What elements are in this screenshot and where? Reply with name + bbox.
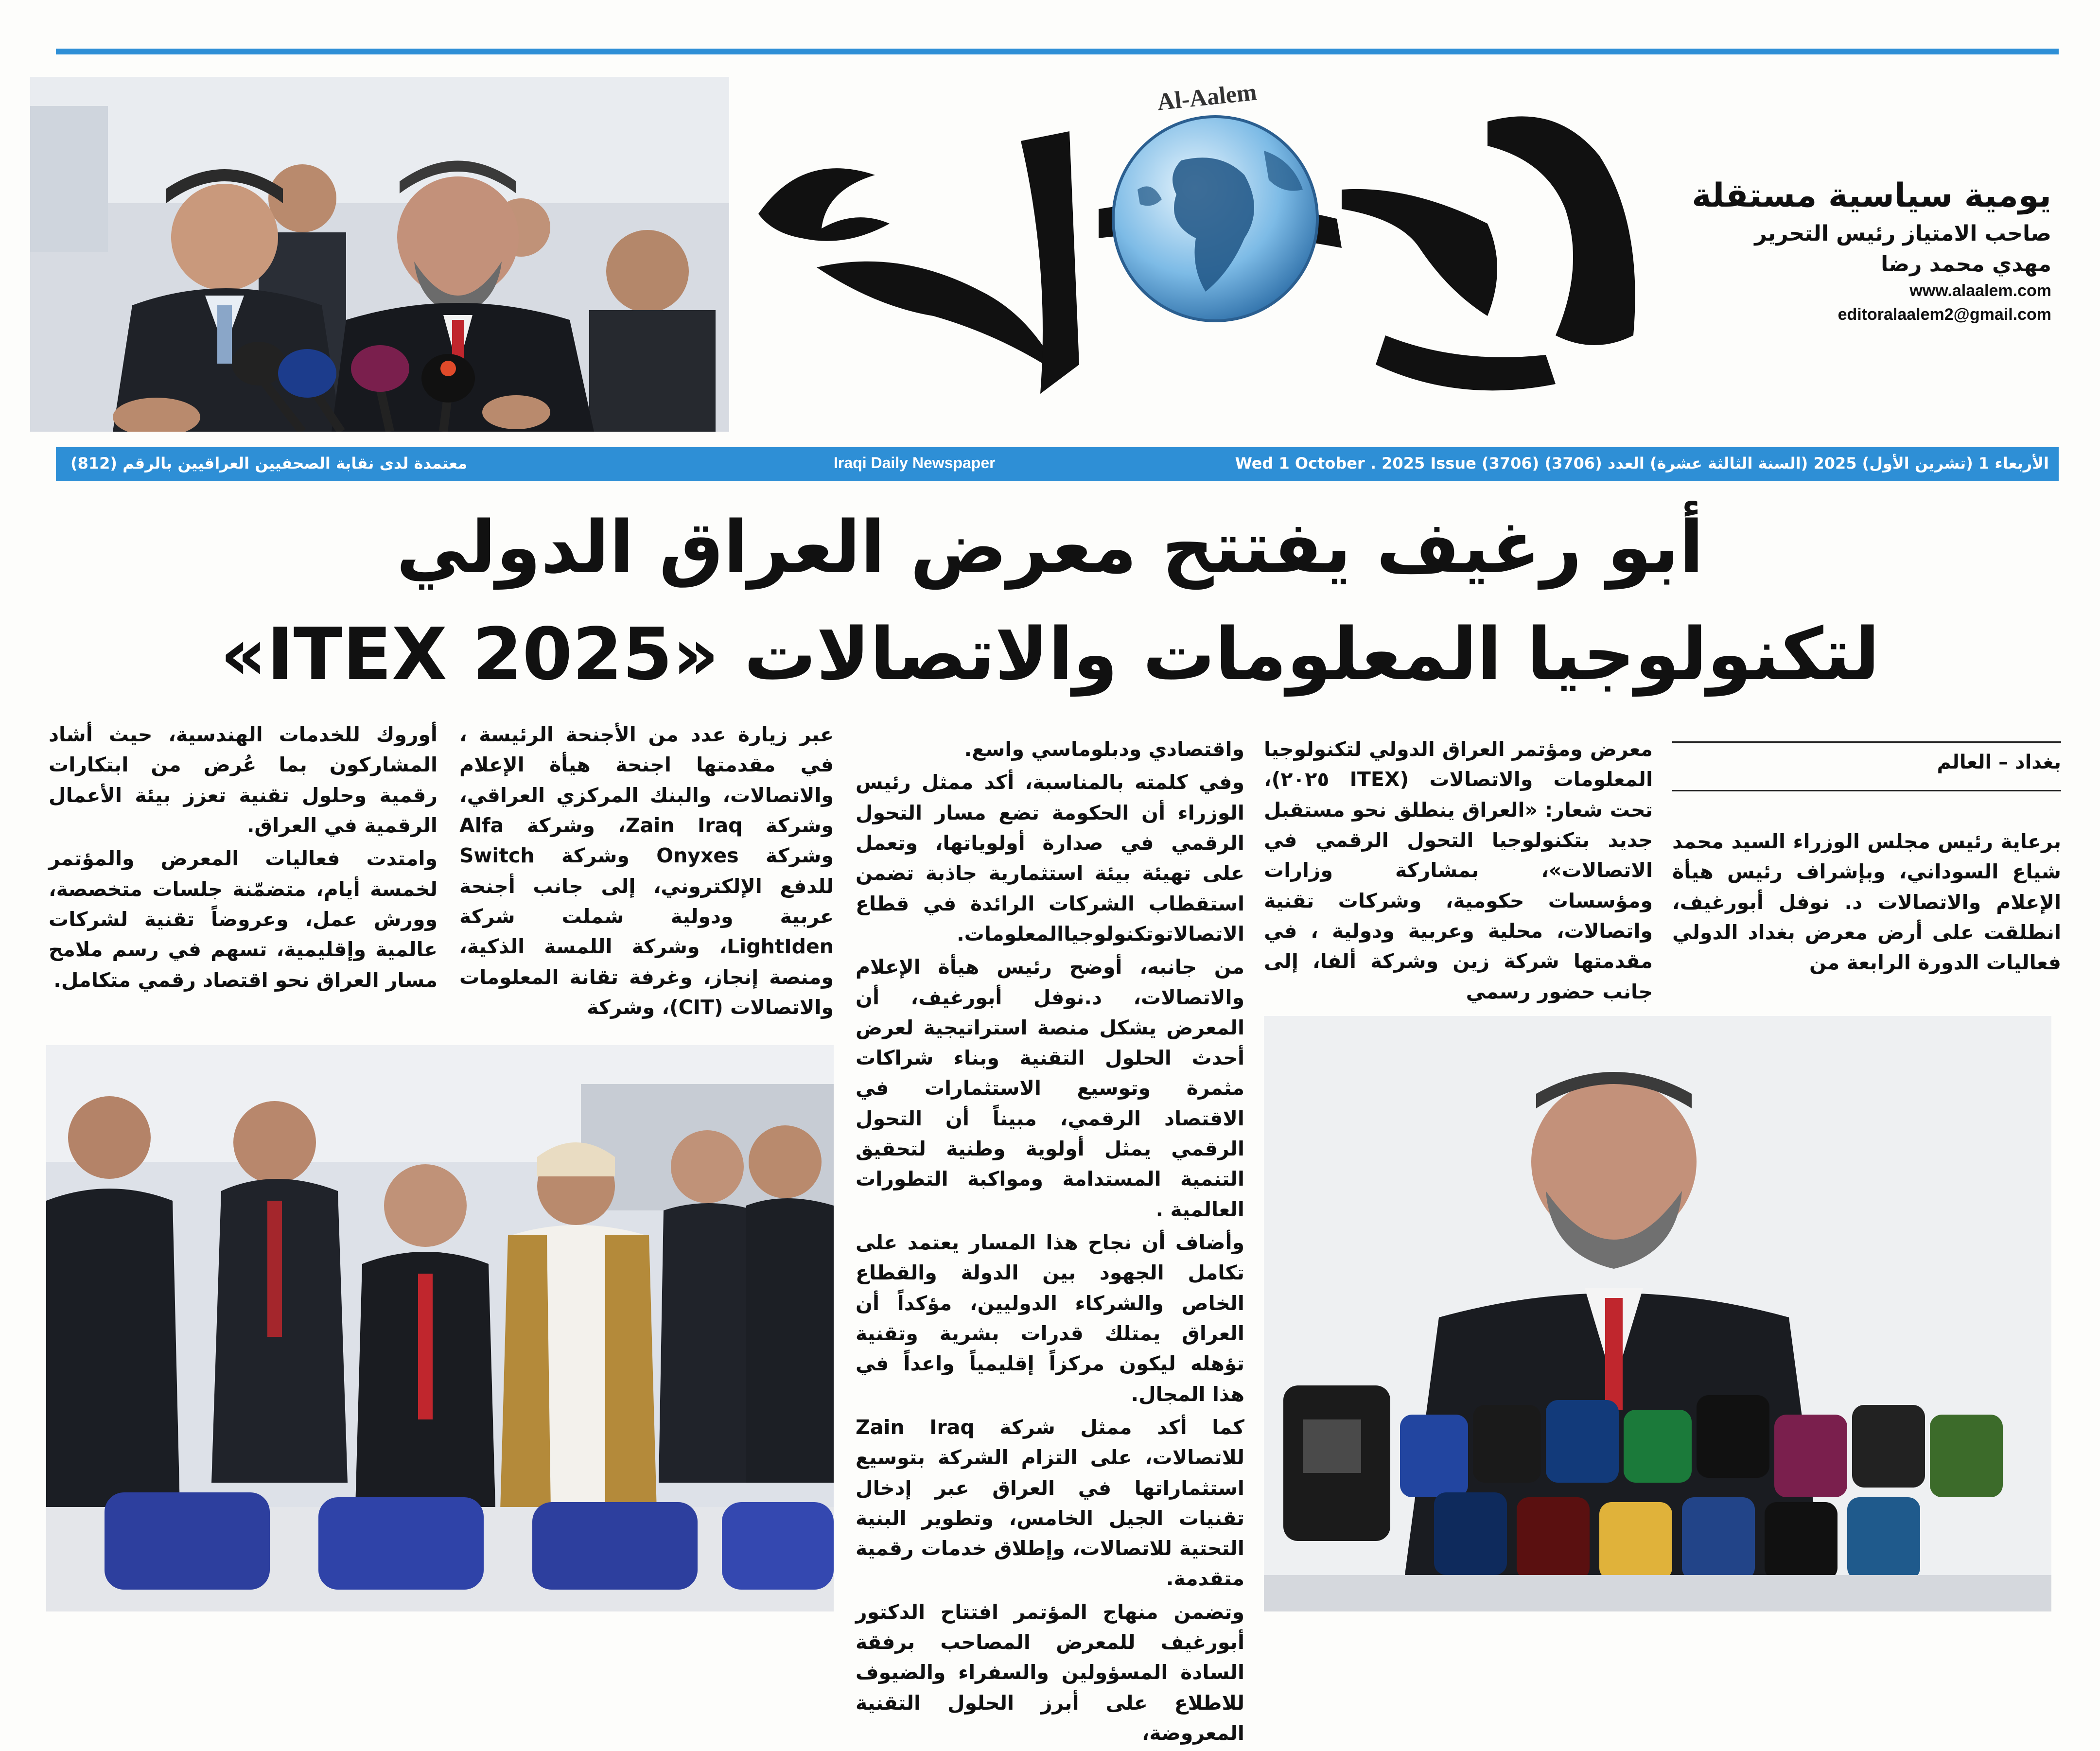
tagline: يومية سياسية مستقلة — [1692, 176, 2051, 215]
issue-date: الأربعاء 1 (تشرين الأول) 2025 (السنة الثالثة عشرة) العدد (3706) Wed 1 October . 2025 Issue (3706) — [1235, 454, 2049, 473]
article-paragraph: أوروك للخدمات الهندسية، حيث أشاد المشاركون بما عُرض من ابتكارات رقمية وحلول تقنية تعزز بيئة الأعمال الرقمية في العراق. — [49, 723, 438, 837]
article-paragraph: واقتصادي ودبلوماسي واسع. — [964, 737, 1244, 761]
article-paragraph: كما أكد ممثل شركة Zain Iraq للاتصالات، على التزام الشركة بتوسيع استثماراتها في العراق عبر إدخال تقنيات الجيل الخامس، وتطوير البنية التحتية للاتصالات، وإطلاق خدمات رقمية متقدمة. — [856, 1415, 1245, 1591]
article-column-2 — [1264, 734, 1653, 1010]
issue-info-strip — [56, 447, 2059, 481]
photo-exhibition-opening — [46, 1045, 834, 1611]
article-paragraph: وامتدت فعاليات المعرض والمؤتمر لخمسة أيام، متضمّنة جلسات متخصصة، وورش عمل، وعروضاً تقنية لشركات عالمية وإقليمية، تسهم في رسم ملامح مسار العراق نحو اقتصاد رقمي متكامل. — [49, 847, 438, 992]
press-conference-illustration — [1264, 1016, 2051, 1611]
press-certification: معتمدة لدى نقابة الصحفيين العراقيين بالرقم (812) — [70, 454, 468, 473]
exhibition-opening-illustration — [46, 1045, 834, 1611]
photo-press-conference — [1264, 1016, 2051, 1611]
website-link[interactable]: www.alaalem.com — [1909, 281, 2051, 300]
article-paragraph: برعاية رئيس مجلس الوزراء السيد محمد شياع السوداني، وبإشراف رئيس هيأة الإعلام والاتصالات د. نوفل أبورغيف، انطلقت على أرض معرض بغداد الدولي فعاليات الدورة الرابعة من — [1672, 830, 2061, 975]
photo-press-interview — [30, 77, 729, 432]
article-paragraph: وتضمن منهاج المؤتمر افتتاح الدكتور أبورغيف للمعرض المصاحب برفقة السادة المسؤولين والسفراء والضيوف للاطلاع على أبرز الحلول التقنية المعروضة، — [856, 1600, 1244, 1745]
headline-line-1: أبو رغيف يفتتح معرض العراق الدولي — [396, 506, 1704, 589]
owner-name: مهدي محمد رضا — [1881, 252, 2051, 277]
masthead-info — [1662, 175, 2051, 325]
article-paragraph: وأضاف أن نجاح هذا المسار يعتمد على تكامل الجهود بين الدولة والقطاع الخاص والشركاء الدوليين، مؤكداً أن العراق يمتلك قدرات بشرية وتقنية تؤهله ليكون مركزاً إقليمياً واعداً في هذا المجال. — [856, 1231, 1244, 1406]
headline-line-2: لتكنولوجيا المعلومات والاتصالات «ITEX 2025» — [220, 613, 1880, 696]
article-paragraph: معرض ومؤتمر العراق الدولي لتكنولوجيا المعلومات والاتصالات (ITEX ٢٠٢٥)، تحت شعار: «العراق ينطلق نحو مستقبل جديد بتكنولوجيا التحول الرقمي في الاتصالات»، بمشاركة وزارات ومؤسسات حكومية، وشركات تقنية واتصالات، محلية وعربية ودولية ، في مقدمتها شركة زين وشركة ألفا، إلى جانب حضور رسمي — [1264, 737, 1653, 1003]
email-link[interactable]: editoralaalem2@gmail.com — [1838, 305, 2051, 324]
dateline: بغداد – العالم — [1937, 751, 2061, 773]
logo-latin-name: Al-Aalem — [1155, 78, 1258, 116]
article-column-4 — [459, 719, 834, 1025]
dateline-rule-bottom — [1672, 790, 2061, 791]
article-column-5 — [49, 719, 438, 998]
top-accent-rule — [56, 49, 2059, 54]
press-interview-illustration — [30, 77, 729, 432]
paper-name-latin: Iraqi Daily Newspaper — [834, 454, 996, 472]
logo-artwork — [729, 63, 1677, 428]
dateline-rule-top — [1672, 741, 2061, 743]
article-column-1 — [1672, 826, 2061, 981]
article-column-3 — [856, 734, 1244, 1751]
newspaper-logo — [729, 63, 1677, 428]
article-paragraph: من جانبه، أوضح رئيس هيأة الإعلام والاتصالات، د.نوفل أبورغيف، أن المعرض يشكل منصة استراتيجية لعرض أحدث الحلول التقنية وبناء شراكات مثمرة وتوسيع الاستثمارات في الاقتصاد الرقمي، مبيناً أن التحول الرقمي يمثل أولوية وطنية لتحقيق التنمية المستدامة ومواكبة التطورات العالمية . — [856, 955, 1244, 1221]
article-paragraph: عبر زيارة عدد من الأجنحة الرئيسة ، في مقدمتها اجنحة هيأة الإعلام والاتصالات، والبنك المركزي العراقي، وشركة Zain Iraq، وشركة Alfa وشركة Onyxes وشركة Switch للدفع الإلكتروني، إلى جانب أجنحة عربية ودولية شملت شركة LightIden، وشركة اللمسة الذكية، ومنصة إنجاز، وغرفة تقانة المعلومات والاتصالات (CIT)، وشركة — [459, 723, 834, 1019]
owner-label: صاحب الامتياز رئيس التحرير — [1754, 221, 2051, 246]
article-paragraph: وفي كلمته بالمناسبة، أكد ممثل رئيس الوزراء أن الحكومة تضع مسار التحول الرقمي في صدارة أولوياتها، وتعمل على تهيئة بيئة استثمارية جاذبة تضمن استقطاب الشركات الرائدة في قطاع الاتصالاتوتكنولوجياالمعلومات. — [856, 770, 1244, 946]
